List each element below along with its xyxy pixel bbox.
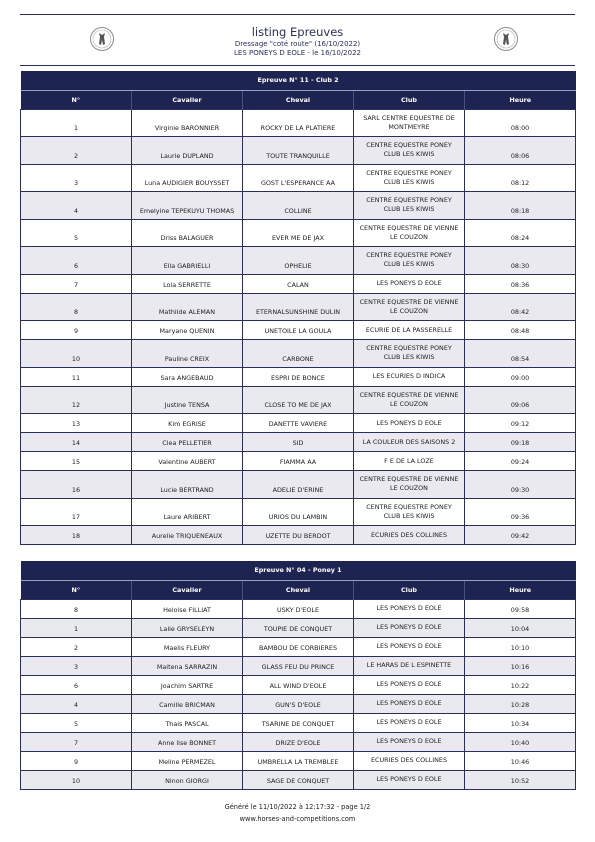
start-time: 08:00 [465, 109, 576, 137]
column-header-horse: Cheval [243, 90, 354, 109]
start-time: 10:34 [465, 713, 576, 732]
entry-number: 1 [21, 618, 132, 637]
start-time: 09:18 [465, 433, 576, 452]
entry-number: 18 [21, 526, 132, 545]
horse-name: GLASS FEU DU PRINCE [243, 656, 354, 675]
table-row [21, 498, 576, 526]
rider-name: Justine TENSA [132, 386, 243, 414]
entry-number: 5 [21, 713, 132, 732]
entry-number: 14 [21, 433, 132, 452]
entry-number: 9 [21, 321, 132, 340]
table-row [21, 386, 576, 414]
table-row [21, 599, 576, 618]
entry-number: 16 [21, 471, 132, 499]
start-time: 08:06 [465, 137, 576, 165]
horse-name: SID [243, 433, 354, 452]
club-name: LES PONEYS D EOLE [354, 637, 465, 656]
page-header [20, 14, 575, 66]
club-name: LES PONEYS D EOLE [354, 675, 465, 694]
start-time: 08:42 [465, 293, 576, 321]
entry-number: 7 [21, 732, 132, 751]
horse-emblem-icon [493, 25, 519, 53]
club-name: LES PONEYS D EOLE [354, 713, 465, 732]
table-row [21, 751, 576, 770]
start-time: 10:04 [465, 618, 576, 637]
entry-number: 3 [21, 164, 132, 192]
epreuve-table-poney1 [20, 561, 576, 790]
start-time: 10:22 [465, 675, 576, 694]
rider-name: Driss BALAGUER [132, 219, 243, 247]
table-row [21, 137, 576, 165]
club-name: LES PONEYS D EOLE [354, 770, 465, 789]
rider-name: Mathilde ALEMAN [132, 293, 243, 321]
start-time: 10:40 [465, 732, 576, 751]
column-header-num: N° [21, 580, 132, 599]
horse-name: ROCKY DE LA PLATIERE [243, 109, 354, 137]
start-time: 09:42 [465, 526, 576, 545]
event-subtitle: Dressage "coté route" (16/10/2022) [234, 40, 361, 48]
rider-name: Anne lise BONNET [132, 732, 243, 751]
start-time: 10:52 [465, 770, 576, 789]
start-time: 08:36 [465, 274, 576, 293]
table-row [21, 526, 576, 545]
entry-number: 8 [21, 293, 132, 321]
rider-name: Lola SERRETTE [132, 274, 243, 293]
horse-name: TOUPIE DE CONQUET [243, 618, 354, 637]
club-name: ECURIES DES COLLINES [354, 751, 465, 770]
horse-name: USKY D'EOLE [243, 599, 354, 618]
club-name: ECURIES DES COLLINES [354, 526, 465, 545]
entry-number: 2 [21, 137, 132, 165]
rider-name: Kim EGRISE [132, 414, 243, 433]
horse-name: FIAMMA AA [243, 452, 354, 471]
table-row [21, 414, 576, 433]
column-header-rider: Cavalier [132, 580, 243, 599]
rider-name: Thais PASCAL [132, 713, 243, 732]
entry-number: 4 [21, 694, 132, 713]
entry-number: 10 [21, 770, 132, 789]
rider-name: Sara ANGEBAUD [132, 367, 243, 386]
club-name: CENTRE EQUESTRE PONEY CLUB LES KIWIS [354, 192, 465, 220]
rider-name: Luna AUDIGIER BOUYSSET [132, 164, 243, 192]
column-header-club: Club [354, 90, 465, 109]
club-name: CENTRE EQUESTRE PONEY CLUB LES KIWIS [354, 340, 465, 368]
start-time: 08:48 [465, 321, 576, 340]
table-row [21, 656, 576, 675]
table-row [21, 109, 576, 137]
horse-name: EVER ME DE JAX [243, 219, 354, 247]
start-time: 10:10 [465, 637, 576, 656]
epreuve-title: Epreuve N° 11 - Club 2 [21, 71, 576, 90]
horse-name: ALL WIND D'EOLE [243, 675, 354, 694]
entry-number: 13 [21, 414, 132, 433]
club-name: SARL CENTRE EQUESTRE DE MONTMEYRE [354, 109, 465, 137]
horse-name: ESPRI DE BONCE [243, 367, 354, 386]
organizer-line: LES PONEYS D EOLE - le 16/10/2022 [234, 49, 361, 57]
entry-number: 15 [21, 452, 132, 471]
entry-number: 17 [21, 498, 132, 526]
entry-number: 5 [21, 219, 132, 247]
horse-name: CLOSE TO ME DE JAX [243, 386, 354, 414]
table-row [21, 675, 576, 694]
club-name: CENTRE EQUESTRE PONEY CLUB LES KIWIS [354, 247, 465, 275]
entry-number: 12 [21, 386, 132, 414]
horse-name: TOUTE TRANQUILLE [243, 137, 354, 165]
table-row [21, 192, 576, 220]
table-row [21, 713, 576, 732]
rider-name: Meline PERMEZEL [132, 751, 243, 770]
table-row [21, 732, 576, 751]
rider-name: Ninon GIORGI [132, 770, 243, 789]
start-time: 09:24 [465, 452, 576, 471]
horse-name: BAMBOU DE CORBIERES [243, 637, 354, 656]
rider-name: Maitena SARRAZIN [132, 656, 243, 675]
rider-name: Pauline CREIX [132, 340, 243, 368]
club-name: CENTRE EQUESTRE DE VIENNE LE COUZON [354, 219, 465, 247]
horse-name: UMBRELLA LA TREMBLEE [243, 751, 354, 770]
start-time: 08:24 [465, 219, 576, 247]
rider-name: Emelyine TEPEKUYU THOMAS [132, 192, 243, 220]
table-row [21, 247, 576, 275]
column-header-club: Club [354, 580, 465, 599]
table-row [21, 321, 576, 340]
table-row [21, 164, 576, 192]
start-time: 08:30 [465, 247, 576, 275]
entry-number: 9 [21, 751, 132, 770]
epreuve-title: Epreuve N° 04 - Poney 1 [21, 561, 576, 580]
start-time: 08:54 [465, 340, 576, 368]
horse-name: ADELIE D'ERINE [243, 471, 354, 499]
entry-number: 10 [21, 340, 132, 368]
horse-name: TSARINE DE CONQUET [243, 713, 354, 732]
horse-name: COLLINE [243, 192, 354, 220]
horse-name: GUN'S D'EOLE [243, 694, 354, 713]
entry-number: 2 [21, 637, 132, 656]
rider-name: Lalie GRYSELEYN [132, 618, 243, 637]
entry-number: 8 [21, 599, 132, 618]
start-time: 09:12 [465, 414, 576, 433]
horse-name: UNETOILE LA GOULA [243, 321, 354, 340]
club-name: F E DE LA LOZE [354, 452, 465, 471]
rider-name: Virginie BARONNIER [132, 109, 243, 137]
horse-name: DRIZE D'EOLE [243, 732, 354, 751]
entry-number: 3 [21, 656, 132, 675]
rider-name: Laure ARIBERT [132, 498, 243, 526]
club-name: LES PONEYS D EOLE [354, 599, 465, 618]
horse-name: UZETTE DU BERDOT [243, 526, 354, 545]
entry-number: 6 [21, 675, 132, 694]
table-row [21, 471, 576, 499]
rider-name: Aurelie TRIQUENEAUX [132, 526, 243, 545]
rider-name: Camille BRICMAN [132, 694, 243, 713]
club-name: ECURIE DE LA PASSERELLE [354, 321, 465, 340]
table-row [21, 452, 576, 471]
horse-name: URIOS DU LAMBIN [243, 498, 354, 526]
start-time: 09:58 [465, 599, 576, 618]
horse-name: ETERNALSUNSHINE DULIN [243, 293, 354, 321]
column-header-time: Heure [465, 580, 576, 599]
rider-name: Maryane QUENIN [132, 321, 243, 340]
club-name: LES PONEYS D EOLE [354, 274, 465, 293]
start-time: 09:06 [465, 386, 576, 414]
column-header-time: Heure [465, 90, 576, 109]
table-row [21, 770, 576, 789]
club-name: CENTRE EQUESTRE DE VIENNE LE COUZON [354, 471, 465, 499]
table-row [21, 340, 576, 368]
column-header-horse: Cheval [243, 580, 354, 599]
club-name: LA COULEUR DES SAISONS 2 [354, 433, 465, 452]
club-name: CENTRE EQUESTRE DE VIENNE LE COUZON [354, 386, 465, 414]
column-header-num: N° [21, 90, 132, 109]
club-name: LE HARAS DE L ESPINETTE [354, 656, 465, 675]
website-link[interactable]: www.horses-and-competitions.com [239, 815, 356, 823]
horse-name: CALAN [243, 274, 354, 293]
horse-name: OPHELIE [243, 247, 354, 275]
table-row [21, 219, 576, 247]
entry-number: 7 [21, 274, 132, 293]
table-row [21, 433, 576, 452]
rider-name: Maelis FLEURY [132, 637, 243, 656]
rider-name: Ella GABRIELLI [132, 247, 243, 275]
rider-name: Clea PELLETIER [132, 433, 243, 452]
rider-name: Heloise FILLIAT [132, 599, 243, 618]
column-header-rider: Cavalier [132, 90, 243, 109]
rider-name: Laurie DUPLAND [132, 137, 243, 165]
club-name: CENTRE EQUESTRE PONEY CLUB LES KIWIS [354, 137, 465, 165]
entry-number: 11 [21, 367, 132, 386]
table-row [21, 618, 576, 637]
club-name: LES ECURIES D INDICA [354, 367, 465, 386]
table-row [21, 637, 576, 656]
horse-name: DANETTE VAVIERE [243, 414, 354, 433]
horse-name: GOST L'ESPERANCE AA [243, 164, 354, 192]
entry-number: 6 [21, 247, 132, 275]
rider-name: Valentine AUBERT [132, 452, 243, 471]
club-name: CENTRE EQUESTRE PONEY CLUB LES KIWIS [354, 498, 465, 526]
start-time: 10:16 [465, 656, 576, 675]
club-name: CENTRE EQUESTRE DE VIENNE LE COUZON [354, 293, 465, 321]
club-name: CENTRE EQUESTRE PONEY CLUB LES KIWIS [354, 164, 465, 192]
start-time: 08:12 [465, 164, 576, 192]
club-name: LES PONEYS D EOLE [354, 618, 465, 637]
entry-number: 4 [21, 192, 132, 220]
table-row [21, 694, 576, 713]
rider-name: Lucie BERTRAND [132, 471, 243, 499]
start-time: 09:36 [465, 498, 576, 526]
start-time: 10:46 [465, 751, 576, 770]
start-time: 09:00 [465, 367, 576, 386]
start-time: 10:28 [465, 694, 576, 713]
generated-timestamp: Généré le 11/10/2022 à 12:17:32 - page 1/2 [224, 803, 371, 811]
rider-name: Joachim SARTRE [132, 675, 243, 694]
club-name: LES PONEYS D EOLE [354, 694, 465, 713]
club-name: LES PONEYS D EOLE [354, 414, 465, 433]
table-row [21, 367, 576, 386]
epreuve-table-club2 [20, 71, 576, 545]
entry-number: 1 [21, 109, 132, 137]
club-name: LES PONEYS D EOLE [354, 732, 465, 751]
page-title: listing Epreuves [251, 25, 344, 39]
horse-name: SAGE DE CONQUET [243, 770, 354, 789]
start-time: 08:18 [465, 192, 576, 220]
table-row [21, 293, 576, 321]
horse-name: CARBONE [243, 340, 354, 368]
table-row [21, 274, 576, 293]
start-time: 09:30 [465, 471, 576, 499]
